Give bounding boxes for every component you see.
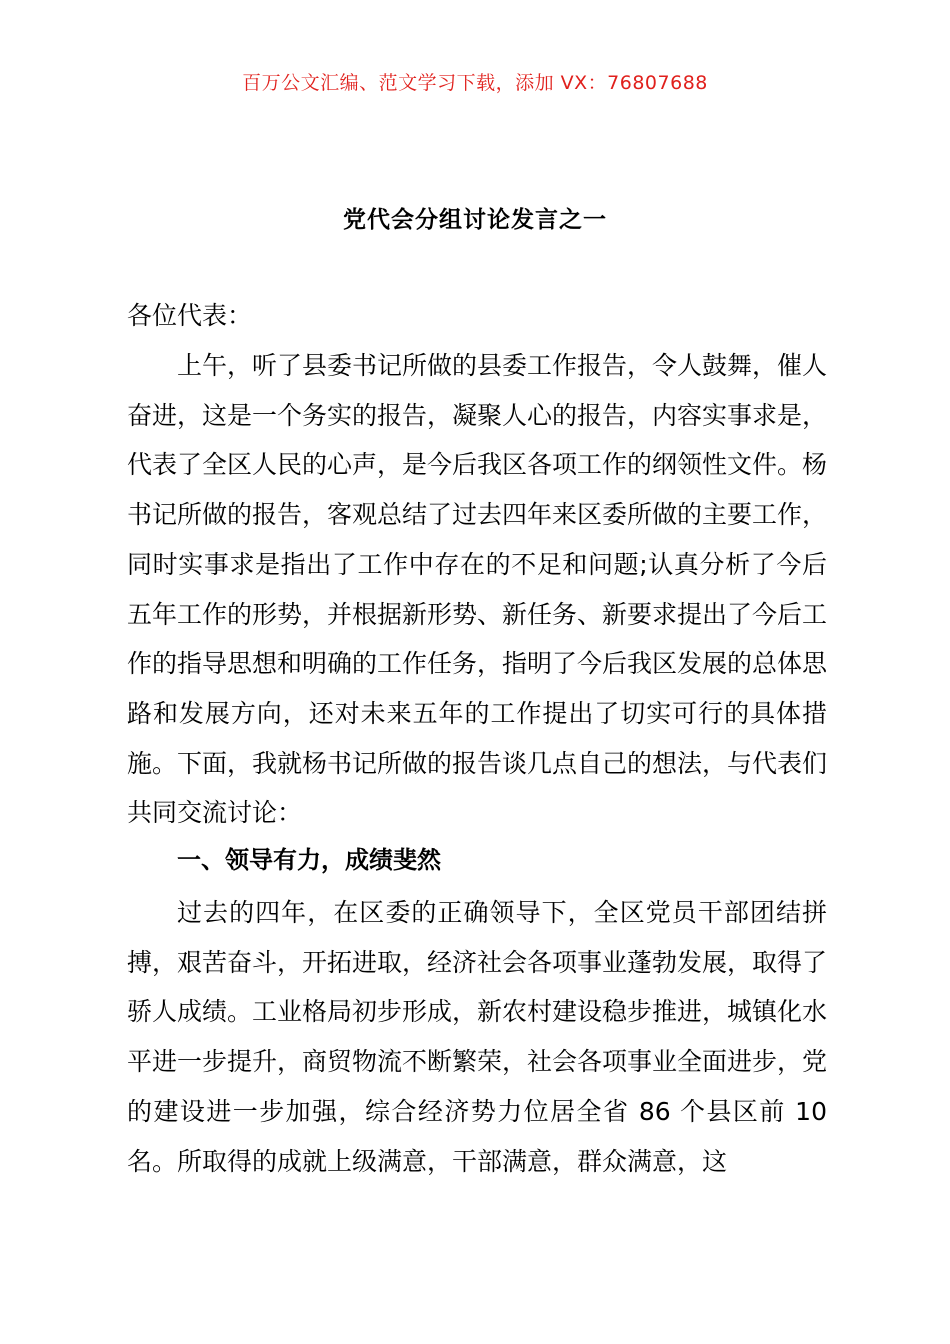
header-contact-note: 百万公文汇编、范文学习下载，添加 VX：76807688 xyxy=(242,72,708,94)
paragraph-achievements: 过去的四年，在区委的正确领导下，全区党员干部团结拼搏，艰苦奋斗，开拓进取，经济社会各项事业蓬勃发展，取得了骄人成绩。工业格局初步形成，新农村建设稳步推进，城镇化水平进一步提升，商贸物流不断繁荣，社会各项事业全面进步，党的建设进一步加强，综合经济势力位居全省 86 个县区前 10 名。所取得的成就上级满意，干部满意，群众满意，这 xyxy=(127,898,828,1176)
section-heading-1: 一、领导有力，成绩斐然 xyxy=(177,846,441,874)
document-title: 党代会分组讨论发言之一 xyxy=(343,207,607,233)
paragraph-intro: 上午，听了县委书记所做的县委工作报告，令人鼓舞，催人奋进，这是一个务实的报告，凝聚人心的报告，内容实事求是，代表了全区人民的心声，是今后我区各项工作的纲领性文件。杨书记所做的报告，客观总结了过去四年来区委所做的主要工作，同时实事求是指出了工作中存在的不足和问题;认真分析了今后五年工作的形势，并根据新形势、新任务、新要求提出了今后工作的指导思想和明确的工作任务，指明了今后我区发展的总体思路和发展方向，还对未来五年的工作提出了切实可行的具体措施。下面，我就杨书记所做的报告谈几点自己的想法，与代表们共同交流讨论： xyxy=(127,351,828,828)
salutation: 各位代表： xyxy=(127,301,253,330)
